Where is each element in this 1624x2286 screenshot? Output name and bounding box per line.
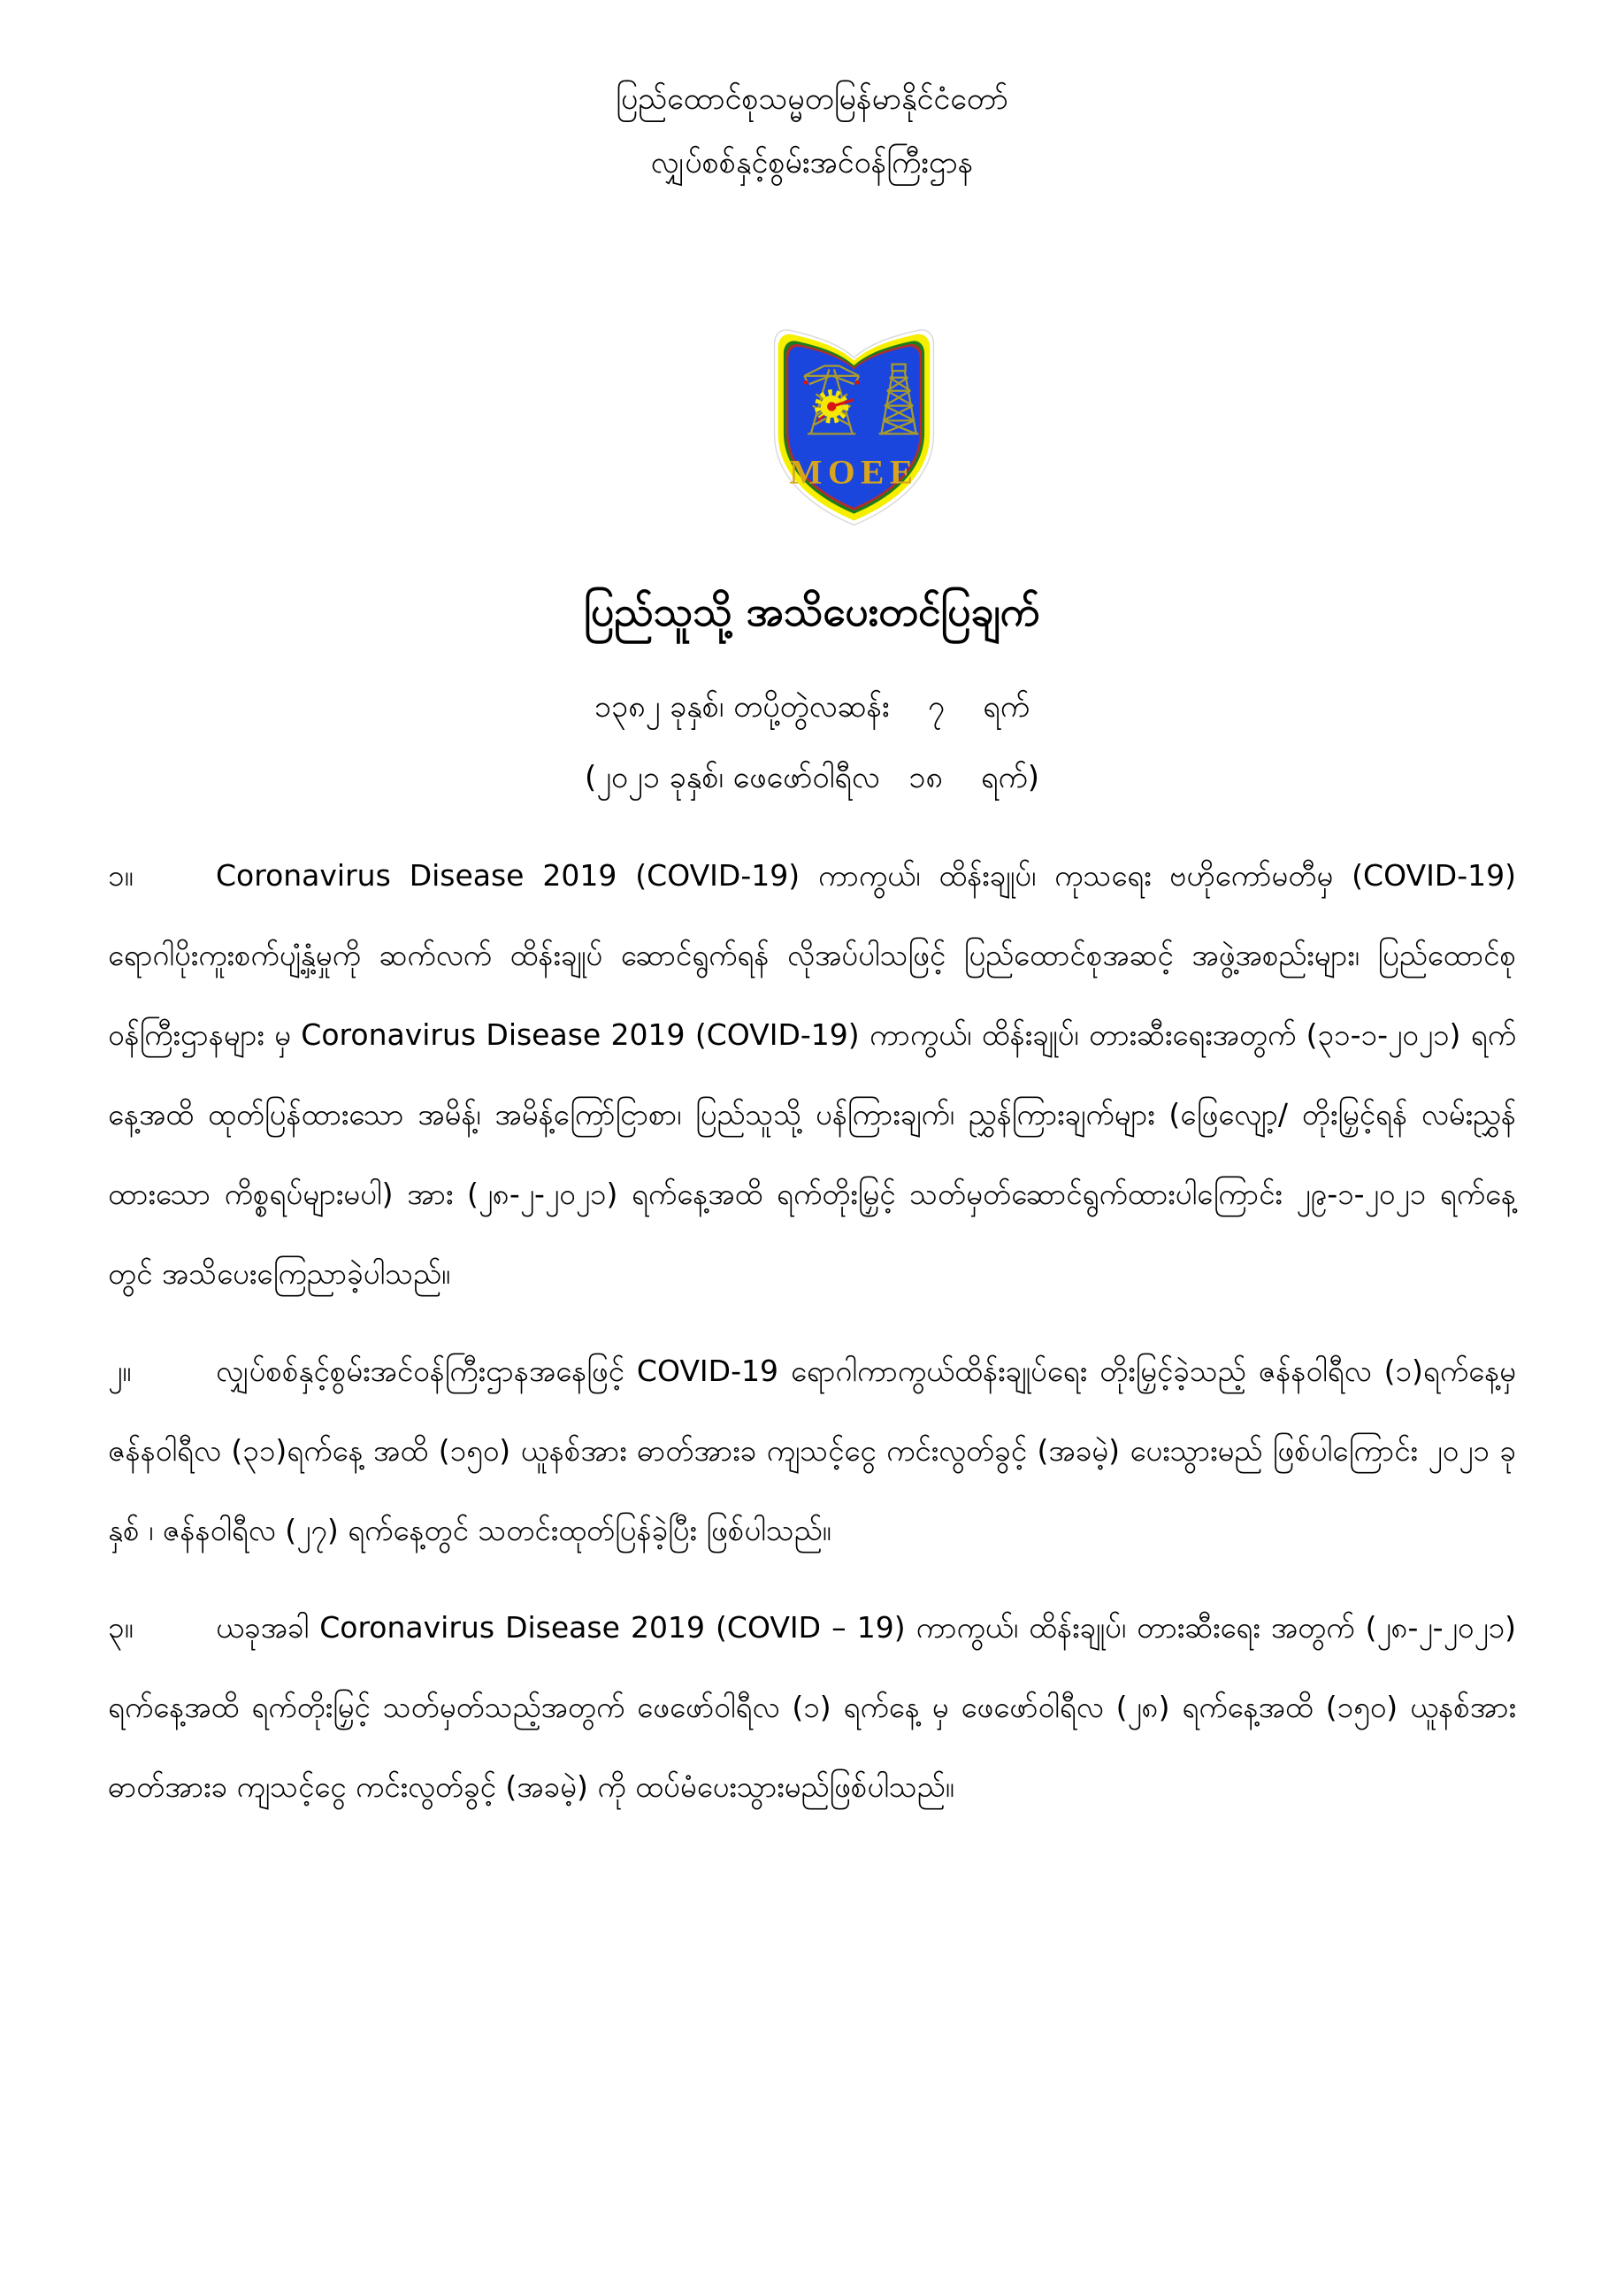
myanmar-calendar-date: ၁၃၈၂ ခုနှစ်၊ တပို့တွဲလဆန်း ၇ ရက် bbox=[594, 689, 1030, 725]
emblem-container bbox=[0, 308, 1624, 532]
paragraph-2 bbox=[108, 1331, 1516, 1570]
document-header bbox=[0, 0, 1624, 184]
document-title: ပြည်သူသို့ အသိပေးတင်ပြချက် bbox=[584, 587, 1040, 635]
moee-shield-emblem bbox=[755, 308, 954, 532]
paragraph-3-number: ၃။ bbox=[108, 1610, 134, 1645]
country-title: ပြည်ထောင်စုသမ္မတမြန်မာနိုင်ငံတော် bbox=[616, 81, 1008, 117]
paragraph-2-text: လျှပ်စစ်နှင့်စွမ်းအင်ဝန်ကြီးဌာနအနေဖြင့် COVID-19 ရောဂါကာကွယ်ထိန်းချုပ်ရေး တိုးမြှင့်ခဲ့သည့် ဇန်နဝါရီလ (၁)ရက်နေ့မှ ဇန်နဝါရီလ (၃၁)ရက်နေ့ အထိ (၁၅၀) ယူနစ်အား ဓာတ်အားခ ကျသင့်ငွေ ကင်းလွတ်ခွင့် (အခမဲ့) ပေးသွားမည် ဖြစ်ပါကြောင်း ၂၀၂၁ ခုနှစ် ၊ ဇန်နဝါရီလ (၂၇) ရက်နေ့တွင် သတင်းထုတ်ပြန်ခဲ့ပြီး ဖြစ်ပါသည်။ bbox=[108, 1354, 1516, 1547]
shield-bands bbox=[774, 330, 933, 525]
paragraph-1-text: Coronavirus Disease 2019 (COVID-19) ကာကွယ်၊ ထိန်းချုပ်၊ ကုသရေး ဗဟိုကော်မတီမှ (COVID-19) ရောဂါပိုးကူးစက်ပျံ့နှံ့မှုကို ဆက်လက် ထိန်းချုပ် ဆောင်ရွက်ရန် လိုအပ်ပါသဖြင့် ပြည်ထောင်စုအဆင့် အဖွဲ့အစည်းများ၊ ပြည်ထောင်စုဝန်ကြီးဌာနများ မှ Coronavirus Disease 2019 (COVID-19) ကာကွယ်၊ ထိန်းချုပ်၊ တားဆီးရေးအတွက် (၃၁-၁-၂၀၂၁) ရက်နေ့အထိ ထုတ်ပြန်ထားသော အမိန့်၊ အမိန့်ကြော်ငြာစာ၊ ပြည်သူသို့ ပန်ကြားချက်၊ ညွှန်ကြားချက်များ (ဖြေလျော့/ တိုးမြှင့်ရန် လမ်းညွှန်ထားသော ကိစ္စရပ်များမပါ) အား (၂၈-၂-၂၀၂၁) ရက်နေ့အထိ ရက်တိုးမြှင့် သတ်မှတ်ဆောင်ရွက်ထားပါကြောင်း ၂၉-၁-၂၀၂၁ ရက်နေ့တွင် အသိပေးကြေညာခဲ့ပါသည်။ bbox=[108, 858, 1516, 1291]
paragraph-3-text: ယခုအခါ Coronavirus Disease 2019 (COVID – 19) ကာကွယ်၊ ထိန်းချုပ်၊ တားဆီးရေး အတွက် (၂၈-၂-၂၀၂၁) ရက်နေ့အထိ ရက်တိုးမြှင့် သတ်မှတ်သည့်အတွက် ဖေဖော်ဝါရီလ (၁) ရက်နေ့ မှ ဖေဖော်ဝါရီလ (၂၈) ရက်နေ့အထိ (၁၅၀) ယူနစ်အား ဓာတ်အားခ ကျသင့်ငွေ ကင်းလွတ်ခွင့် (အခမဲ့) ကို ထပ်မံပေးသွားမည်ဖြစ်ပါသည်။ bbox=[108, 1610, 1516, 1804]
paragraph-2-number: ၂။ bbox=[108, 1354, 132, 1388]
paragraph-1-number: ၁။ bbox=[108, 858, 134, 893]
document-body bbox=[0, 836, 1624, 1827]
moee-acronym: MOEE bbox=[788, 452, 919, 492]
paragraph-1 bbox=[108, 836, 1516, 1314]
ministry-title: လျှပ်စစ်နှင့်စွမ်းအင်ဝန်ကြီးဌာန bbox=[650, 145, 974, 180]
gregorian-date: (၂၀၂၁ ခုနှစ်၊ ဖေဖော်ဝါရီလ ၁၈ ရက်) bbox=[584, 760, 1040, 795]
paragraph-3 bbox=[108, 1588, 1516, 1827]
